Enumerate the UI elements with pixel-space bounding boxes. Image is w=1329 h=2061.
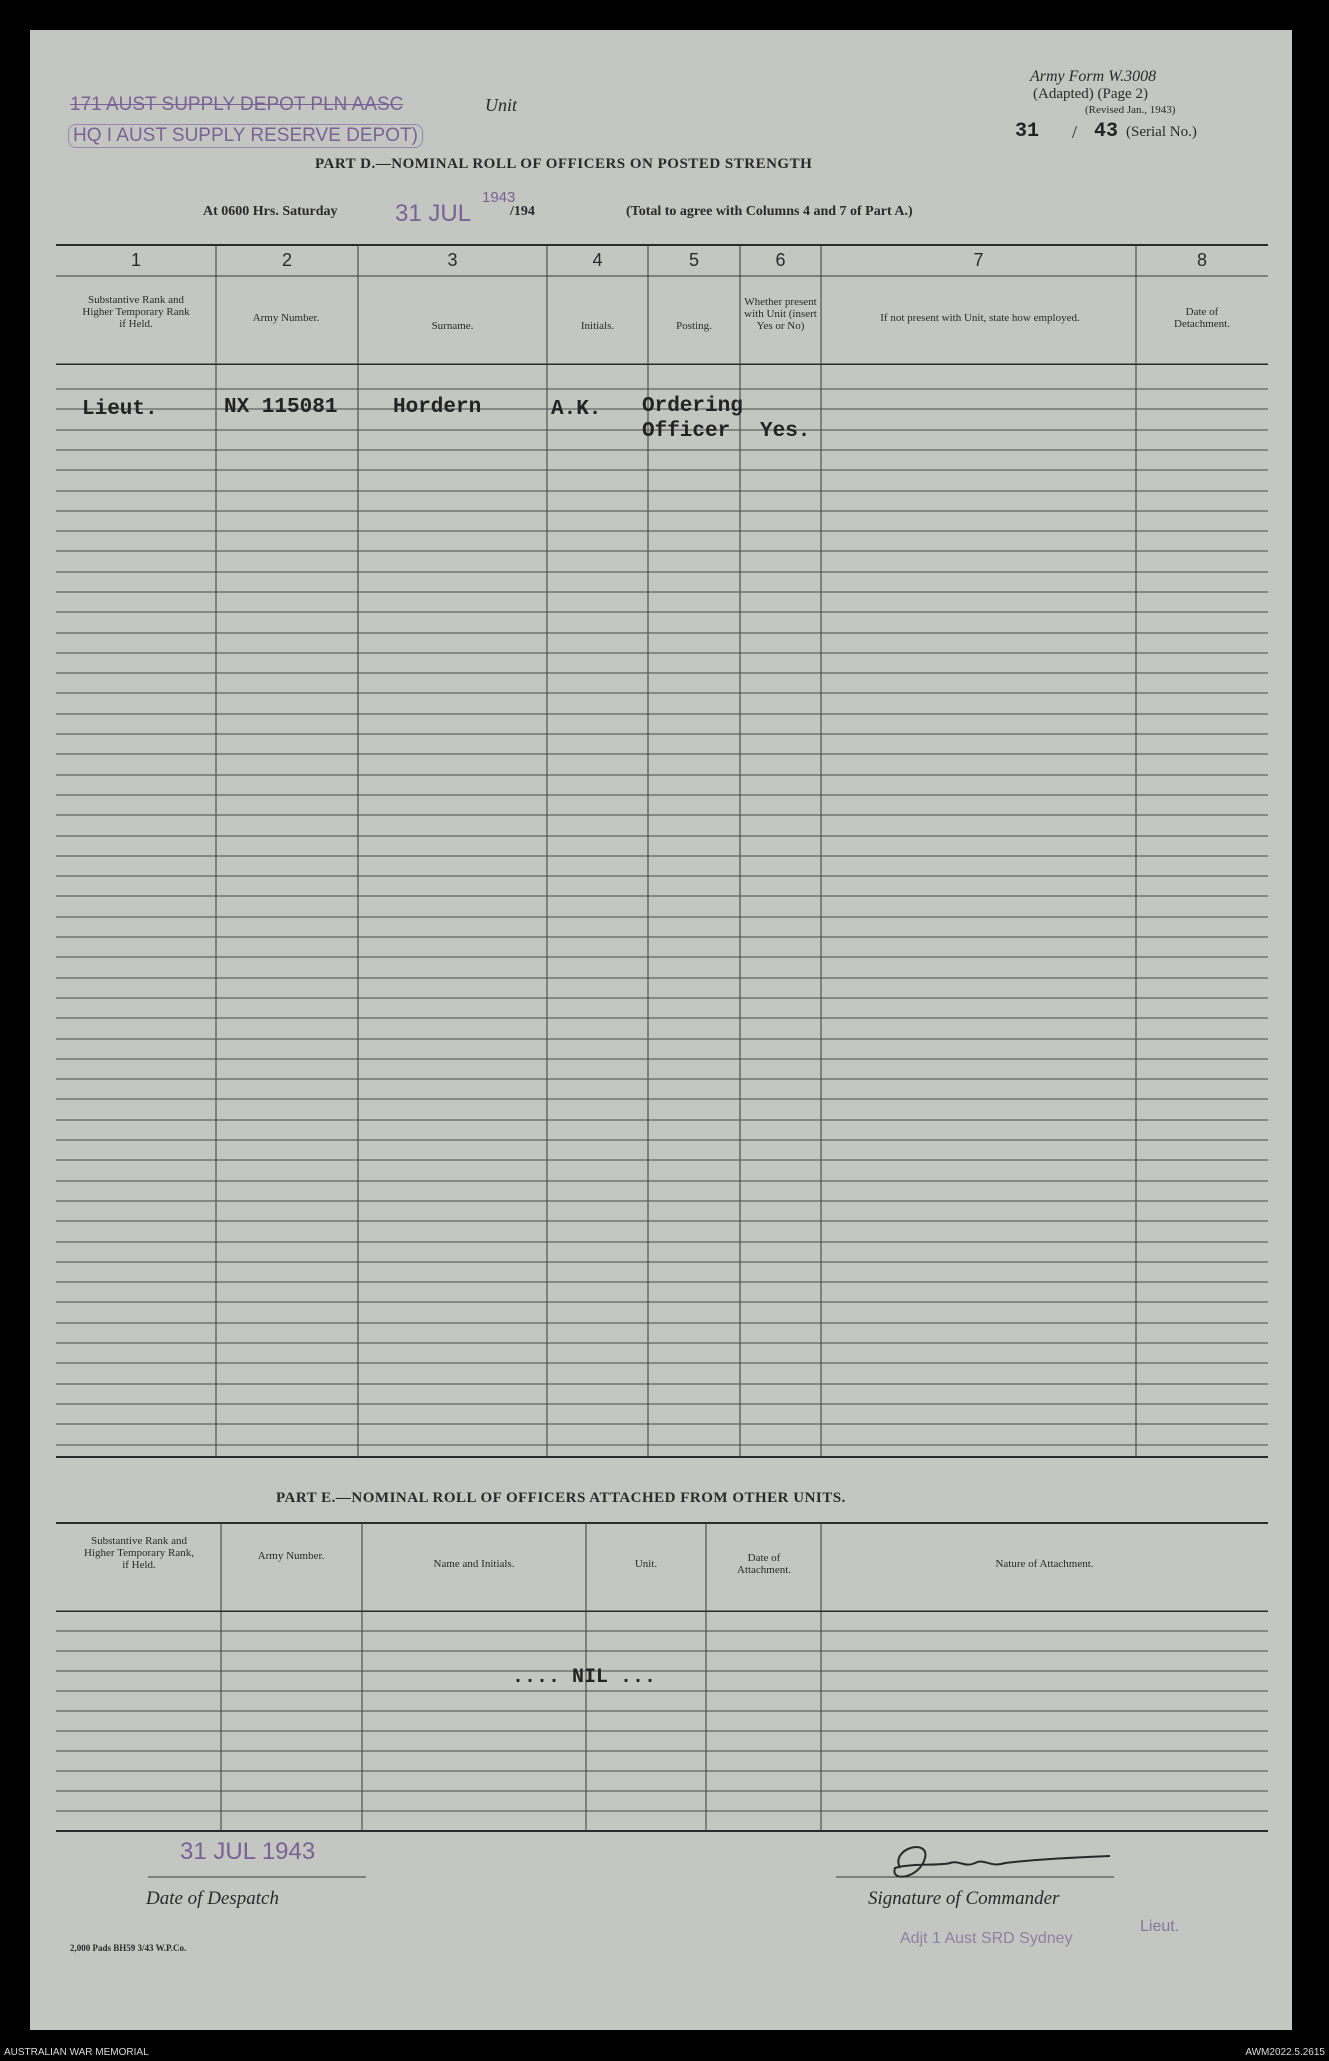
e-header-nature: Nature of Attachment. xyxy=(995,1558,1094,1570)
serial-number: 31 xyxy=(1015,120,1040,143)
col-number-2: 2 xyxy=(281,250,292,270)
col-header-detachment: Date of Detachment. xyxy=(1174,306,1230,330)
entry-surname: Hordern xyxy=(393,396,482,419)
col-header-surname: Surname. xyxy=(431,320,474,332)
signature-label: Signature of Commander xyxy=(868,1888,1060,1909)
col-number-6: 6 xyxy=(775,250,786,270)
part-d-date-note: (Total to agree with Columns 4 and 7 of Part A.) xyxy=(626,204,913,219)
unit-label: Unit xyxy=(485,95,518,115)
archive-footer xyxy=(0,2046,1329,2061)
entry-army-number: NX 115081 xyxy=(224,396,338,419)
commander-stamp-unit: Adjt 1 Aust SRD Sydney xyxy=(900,1930,1073,1947)
serial-slash: / xyxy=(1072,122,1078,142)
commander-stamp-rank: Lieut. xyxy=(1140,1918,1180,1935)
unit-stamp-line1: 171 AUST SUPPLY DEPOT PLN AASC xyxy=(70,94,404,115)
part-d-date-prefix: At 0600 Hrs. Saturday xyxy=(203,204,338,219)
e-header-unit: Unit. xyxy=(634,1558,658,1570)
part-e-title: PART E.—NOMINAL ROLL OF OFFICERS ATTACHED FROM OTHER UNITS. xyxy=(276,1490,846,1506)
e-header-name: Name and Initials. xyxy=(433,1558,515,1570)
col-number-1: 1 xyxy=(130,250,141,270)
print-note: 2,000 Pads BH59 3/43 W.P.Co. xyxy=(70,1943,187,1953)
part-d-title: PART D.—NOMINAL ROLL OF OFFICERS ON POSTED STRENGTH xyxy=(315,156,813,172)
part-d-date-stamp: 31 JUL xyxy=(395,200,472,227)
form-adapted: (Adapted) (Page 2) xyxy=(1033,86,1148,102)
col-header-army-number: Army Number. xyxy=(252,312,320,324)
e-header-army-number: Army Number. xyxy=(257,1550,325,1562)
entry-initials: A.K. xyxy=(551,398,602,421)
unit-stamp-line2: HQ I AUST SUPPLY RESERVE DEPOT) xyxy=(68,124,423,148)
entry-present: Yes. xyxy=(760,420,811,443)
col-number-5: 5 xyxy=(688,250,699,270)
col-header-employed: If not present with Unit, state how employed. xyxy=(880,312,1080,324)
serial-label: (Serial No.) xyxy=(1126,124,1197,140)
part-d-date-stamp-year: 1943 xyxy=(482,189,516,206)
col-header-present: Whether present with Unit (insert Yes or No) xyxy=(744,296,817,332)
entry-posting-line1: Ordering xyxy=(642,395,743,418)
col-header-rank: Substantive Rank and Higher Temporary Rank if Held. xyxy=(82,294,190,330)
col-header-initials: Initials. xyxy=(580,320,615,332)
form-page xyxy=(30,30,1292,2030)
col-number-4: 4 xyxy=(592,250,603,270)
entry-posting-line2: Officer xyxy=(642,420,731,443)
col-number-3: 3 xyxy=(447,250,458,270)
serial-year: 43 xyxy=(1094,120,1119,143)
col-number-7: 7 xyxy=(973,250,984,270)
e-header-date: Date of Attachment. xyxy=(736,1552,792,1576)
form-title: Army Form W.3008 xyxy=(1030,68,1157,85)
form-revised: (Revised Jan., 1943) xyxy=(1085,104,1176,116)
col-header-posting: Posting. xyxy=(676,320,712,332)
e-header-rank: Substantive Rank and Higher Temporary Rank, if Held. xyxy=(84,1535,194,1571)
footer-right: AWM2022.5.2615 xyxy=(1245,2047,1325,2058)
col-number-8: 8 xyxy=(1196,250,1207,270)
commander-signature xyxy=(870,1838,1170,1888)
footer-left: AUSTRALIAN WAR MEMORIAL xyxy=(4,2047,149,2058)
despatch-label: Date of Despatch xyxy=(146,1888,279,1909)
despatch-date-stamp: 31 JUL 1943 xyxy=(180,1838,316,1865)
part-e-nil-entry: .... NIL ... xyxy=(512,1666,657,1689)
entry-rank: Lieut. xyxy=(82,398,158,421)
part-d-date-year: /194 xyxy=(510,204,535,219)
